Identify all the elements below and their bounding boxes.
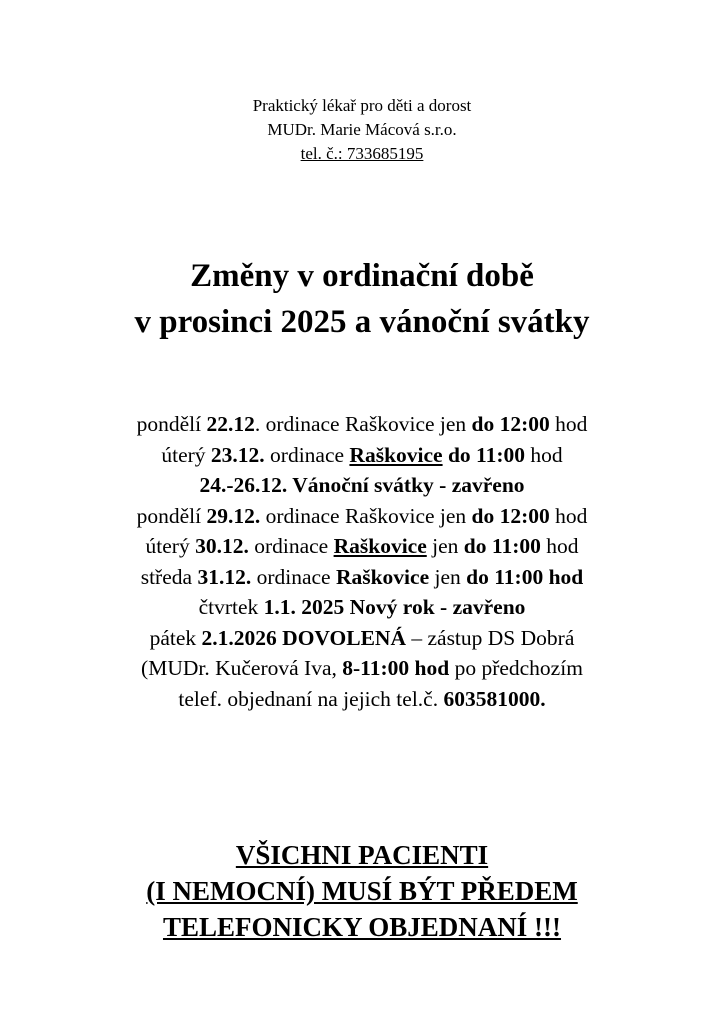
schedule-segment: . ordinace Raškovice jen: [254, 412, 472, 436]
schedule-segment: Raškovice: [335, 564, 430, 589]
schedule-segment: hod: [525, 442, 563, 467]
schedule-segment: čtvrtek: [198, 595, 264, 619]
schedule-list: [0, 409, 724, 714]
schedule-segment: ordinace Raškovice jen: [260, 503, 472, 528]
schedule-segment: 29.12.: [206, 503, 261, 528]
schedule-line: [0, 470, 724, 501]
schedule-segment: pondělí: [136, 503, 207, 528]
schedule-segment: úterý: [145, 534, 196, 558]
schedule-segment: ordinace: [264, 442, 350, 467]
schedule-segment: pondělí: [136, 412, 207, 436]
schedule-segment: Raškovice: [349, 442, 443, 467]
schedule-segment: ordinace: [248, 534, 334, 558]
schedule-segment: 2.1.2026 DOVOLENÁ: [201, 625, 406, 650]
schedule-segment: 8-11:00 hod: [342, 656, 450, 680]
schedule-line: [0, 623, 724, 654]
doctor-name: MUDr. Marie Mácová s.r.o.: [267, 120, 457, 139]
practice-header: [0, 94, 724, 166]
schedule-line: [0, 592, 724, 623]
schedule-segment: telef. objednaní na jejich tel.č.: [178, 686, 444, 711]
schedule-segment: 603581000.: [443, 686, 546, 711]
schedule-segment: 23.12.: [210, 442, 265, 467]
schedule-line: [0, 501, 724, 532]
schedule-line: [0, 409, 724, 440]
schedule-line: [0, 440, 724, 471]
schedule-segment: úterý: [161, 442, 211, 467]
practice-name: Praktický lékař pro děti a dorost: [252, 96, 472, 115]
schedule-line: [0, 531, 724, 562]
schedule-segment: hod: [549, 503, 588, 528]
schedule-segment: jen: [429, 564, 467, 589]
schedule-line: [0, 684, 724, 715]
schedule-segment: do 11:00 hod: [466, 564, 584, 589]
notice-line-1: VŠICHNI PACIENTI: [235, 840, 489, 870]
schedule-segment: pátek: [149, 625, 202, 650]
schedule-segment: 1.1. 2025 Nový rok - zavřeno: [263, 595, 526, 619]
page-title: [0, 253, 724, 345]
schedule-segment: 31.12.: [197, 564, 252, 589]
schedule-segment: – zástup DS Dobrá: [405, 625, 575, 650]
schedule-segment: ordinace: [251, 564, 336, 589]
schedule-segment: po předchozím: [449, 656, 583, 680]
schedule-segment: do 11:00: [463, 534, 541, 558]
schedule-segment: do 12:00: [471, 503, 550, 528]
title-line-1: Změny v ordinační době: [190, 258, 534, 294]
schedule-segment: hod: [549, 412, 588, 436]
schedule-line: [0, 562, 724, 593]
schedule-segment: 22.12: [206, 412, 255, 436]
title-line-2: v prosinci 2025 a vánoční svátky: [134, 304, 590, 340]
schedule-segment: jen: [426, 534, 464, 558]
schedule-line: [0, 653, 724, 684]
schedule-segment: středa: [140, 564, 198, 589]
notice-line-2: (I NEMOCNÍ) MUSÍ BÝT PŘEDEM: [146, 876, 578, 906]
patient-notice: [0, 837, 724, 945]
schedule-segment: do 12:00: [471, 412, 550, 436]
phone-number: tel. č.: 733685195: [300, 144, 424, 163]
schedule-segment: Raškovice: [333, 534, 427, 558]
schedule-segment: hod: [540, 534, 579, 558]
schedule-segment: (MUDr. Kučerová Iva,: [141, 656, 343, 680]
schedule-segment: do 11:00: [447, 442, 526, 467]
schedule-segment: 30.12.: [195, 534, 249, 558]
schedule-segment: 24.-26.12. Vánoční svátky - zavřeno: [199, 473, 525, 497]
notice-line-3: TELEFONICKY OBJEDNANÍ !!!: [162, 912, 562, 942]
